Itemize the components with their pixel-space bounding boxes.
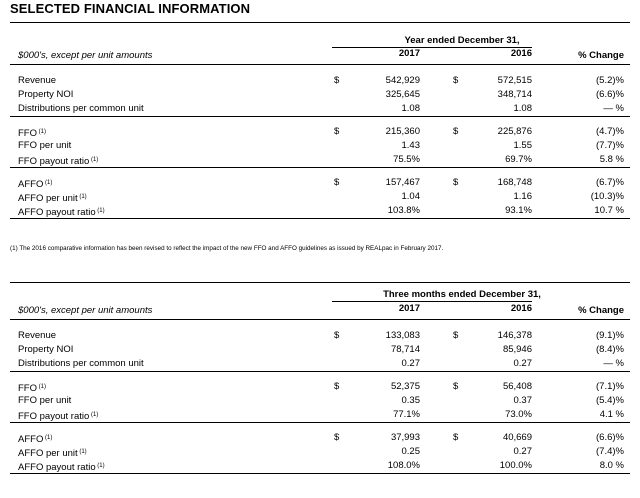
column-header-change: % Change [578, 50, 624, 61]
column-header-2017: 2017 [398, 303, 420, 314]
value-change: 10.7 % [594, 205, 624, 216]
value-2016: 1.55 [513, 140, 532, 151]
value-2016: 40,669 [502, 432, 532, 443]
footnote-marker: (1) [77, 194, 87, 200]
units-label: $000's, except per unit amounts [18, 305, 153, 316]
dollar-sign: $ [453, 330, 459, 341]
row-label: AFFO payout ratio $^{(1)}$ [18, 462, 105, 473]
footnote-marker: (1) [89, 157, 99, 163]
row-label: AFFO $^{(1)}$ [18, 434, 53, 445]
value-2017: 325,645 [385, 89, 420, 100]
row-label: AFFO per unit $^{(1)}$ [18, 193, 87, 204]
value-2016: 85,946 [502, 344, 532, 355]
value-change: (4.7)% [596, 126, 624, 137]
value-change: (6.6)% [596, 89, 624, 100]
row-label: AFFO per unit $^{(1)}$ [18, 448, 87, 459]
row-label: FFO $^{(1)}$ [18, 128, 46, 139]
column-header-2017: 2017 [398, 48, 420, 59]
group-rule [10, 167, 630, 168]
value-change: (6.6)% [596, 432, 624, 443]
value-change: — % [603, 358, 624, 369]
value-2016: 100.0% [499, 460, 532, 471]
row-label: Property NOI [18, 89, 74, 100]
footnote-marker: (1) [43, 435, 53, 441]
value-2016: 73.0% [505, 409, 532, 420]
row-label: Revenue [18, 75, 57, 86]
value-2016: 1.16 [513, 191, 532, 202]
dollar-sign: $ [334, 75, 340, 86]
units-label: $000's, except per unit amounts [18, 50, 153, 61]
value-2016: 69.7% [505, 154, 532, 165]
value-change: (5.2)% [596, 75, 624, 86]
footnote: (1) The 2016 comparative information has been revised to reflect the impact of the new FFO and AFFO guidelines as issued by REALpac in February 2017. [10, 245, 444, 252]
value-2017: 0.35 [401, 395, 420, 406]
group-rule [10, 116, 630, 117]
header-rule [10, 319, 630, 320]
dollar-sign: $ [453, 126, 459, 137]
value-change: (5.4)% [596, 395, 624, 406]
row-label: Distributions per common unit [18, 103, 144, 114]
value-2017: 108.0% [387, 460, 420, 471]
value-2017: 78,714 [390, 344, 420, 355]
dollar-sign: $ [334, 381, 340, 392]
group-rule [10, 422, 630, 423]
dollar-sign: $ [453, 381, 459, 392]
financial-table [10, 22, 630, 224]
footnote-marker: (1) [95, 463, 105, 469]
dollar-sign: $ [334, 126, 340, 137]
financial-table [10, 282, 630, 479]
footnote-marker: (1) [77, 449, 87, 455]
value-2016: 0.27 [513, 446, 532, 457]
header-rule [10, 64, 630, 65]
column-header-change: % Change [578, 305, 624, 316]
column-header-2016: 2016 [510, 303, 532, 314]
footnote-marker: (1) [37, 129, 46, 135]
value-2017: 1.43 [401, 140, 420, 151]
value-2017: 133,083 [385, 330, 420, 341]
value-change: (10.3)% [590, 191, 624, 202]
period-header: Three months ended December 31, [383, 289, 541, 300]
value-change: (6.7)% [596, 177, 624, 188]
value-2016: 225,876 [497, 126, 532, 137]
value-2017: 1.04 [401, 191, 420, 202]
value-2016: 56,408 [502, 381, 532, 392]
value-2017: 52,375 [390, 381, 420, 392]
dollar-sign: $ [334, 177, 340, 188]
value-2017: 0.25 [401, 446, 420, 457]
value-2016: 1.08 [513, 103, 532, 114]
row-label: Property NOI [18, 344, 74, 355]
page-title: SELECTED FINANCIAL INFORMATION [10, 1, 251, 16]
value-change: 8.0 % [599, 460, 624, 471]
value-2017: 0.27 [401, 358, 420, 369]
value-change: (7.1)% [596, 381, 624, 392]
row-label: AFFO payout ratio $^{(1)}$ [18, 207, 105, 218]
value-2017: 215,360 [385, 126, 420, 137]
value-2017: 77.1% [393, 409, 420, 420]
value-2016: 348,714 [497, 89, 532, 100]
dollar-sign: $ [453, 432, 459, 443]
value-2017: 542,929 [385, 75, 420, 86]
value-2016: 0.27 [513, 358, 532, 369]
table-top-rule [10, 282, 630, 283]
value-change: (7.7)% [596, 140, 624, 151]
period-header: Year ended December 31, [404, 35, 520, 46]
value-2017: 37,993 [390, 432, 420, 443]
value-change: 4.1 % [599, 409, 624, 420]
value-2017: 1.08 [401, 103, 420, 114]
group-rule [10, 218, 630, 219]
table-top-rule [10, 22, 630, 23]
row-label: FFO payout ratio $^{(1)}$ [18, 156, 99, 167]
row-label: FFO per unit [18, 140, 72, 151]
value-2016: 93.1% [505, 205, 532, 216]
value-change: — % [603, 103, 624, 114]
value-change: (8.4)% [596, 344, 624, 355]
value-change: (7.4)% [596, 446, 624, 457]
group-rule [10, 473, 630, 474]
group-rule [10, 371, 630, 372]
value-2017: 103.8% [387, 205, 420, 216]
row-label: FFO per unit [18, 395, 72, 406]
column-header-2016: 2016 [510, 48, 532, 59]
period-header-rule [332, 301, 532, 302]
value-2016: 168,748 [497, 177, 532, 188]
dollar-sign: $ [334, 330, 340, 341]
dollar-sign: $ [334, 432, 340, 443]
footnote-marker: (1) [89, 412, 99, 418]
footnote-marker: (1) [37, 384, 46, 390]
dollar-sign: $ [453, 177, 459, 188]
value-2016: 572,515 [497, 75, 532, 86]
row-label: AFFO $^{(1)}$ [18, 179, 53, 190]
value-change: (9.1)% [596, 330, 624, 341]
value-change: 5.8 % [599, 154, 624, 165]
value-2017: 75.5% [393, 154, 420, 165]
value-2016: 0.37 [513, 395, 532, 406]
value-2016: 146,378 [497, 330, 532, 341]
row-label: Distributions per common unit [18, 358, 144, 369]
footnote-marker: (1) [43, 180, 53, 186]
value-2017: 157,467 [385, 177, 420, 188]
period-header-rule [332, 47, 532, 48]
dollar-sign: $ [453, 75, 459, 86]
row-label: FFO payout ratio $^{(1)}$ [18, 411, 99, 422]
footnote-marker: (1) [95, 208, 105, 214]
row-label: FFO $^{(1)}$ [18, 383, 46, 394]
row-label: Revenue [18, 330, 57, 341]
